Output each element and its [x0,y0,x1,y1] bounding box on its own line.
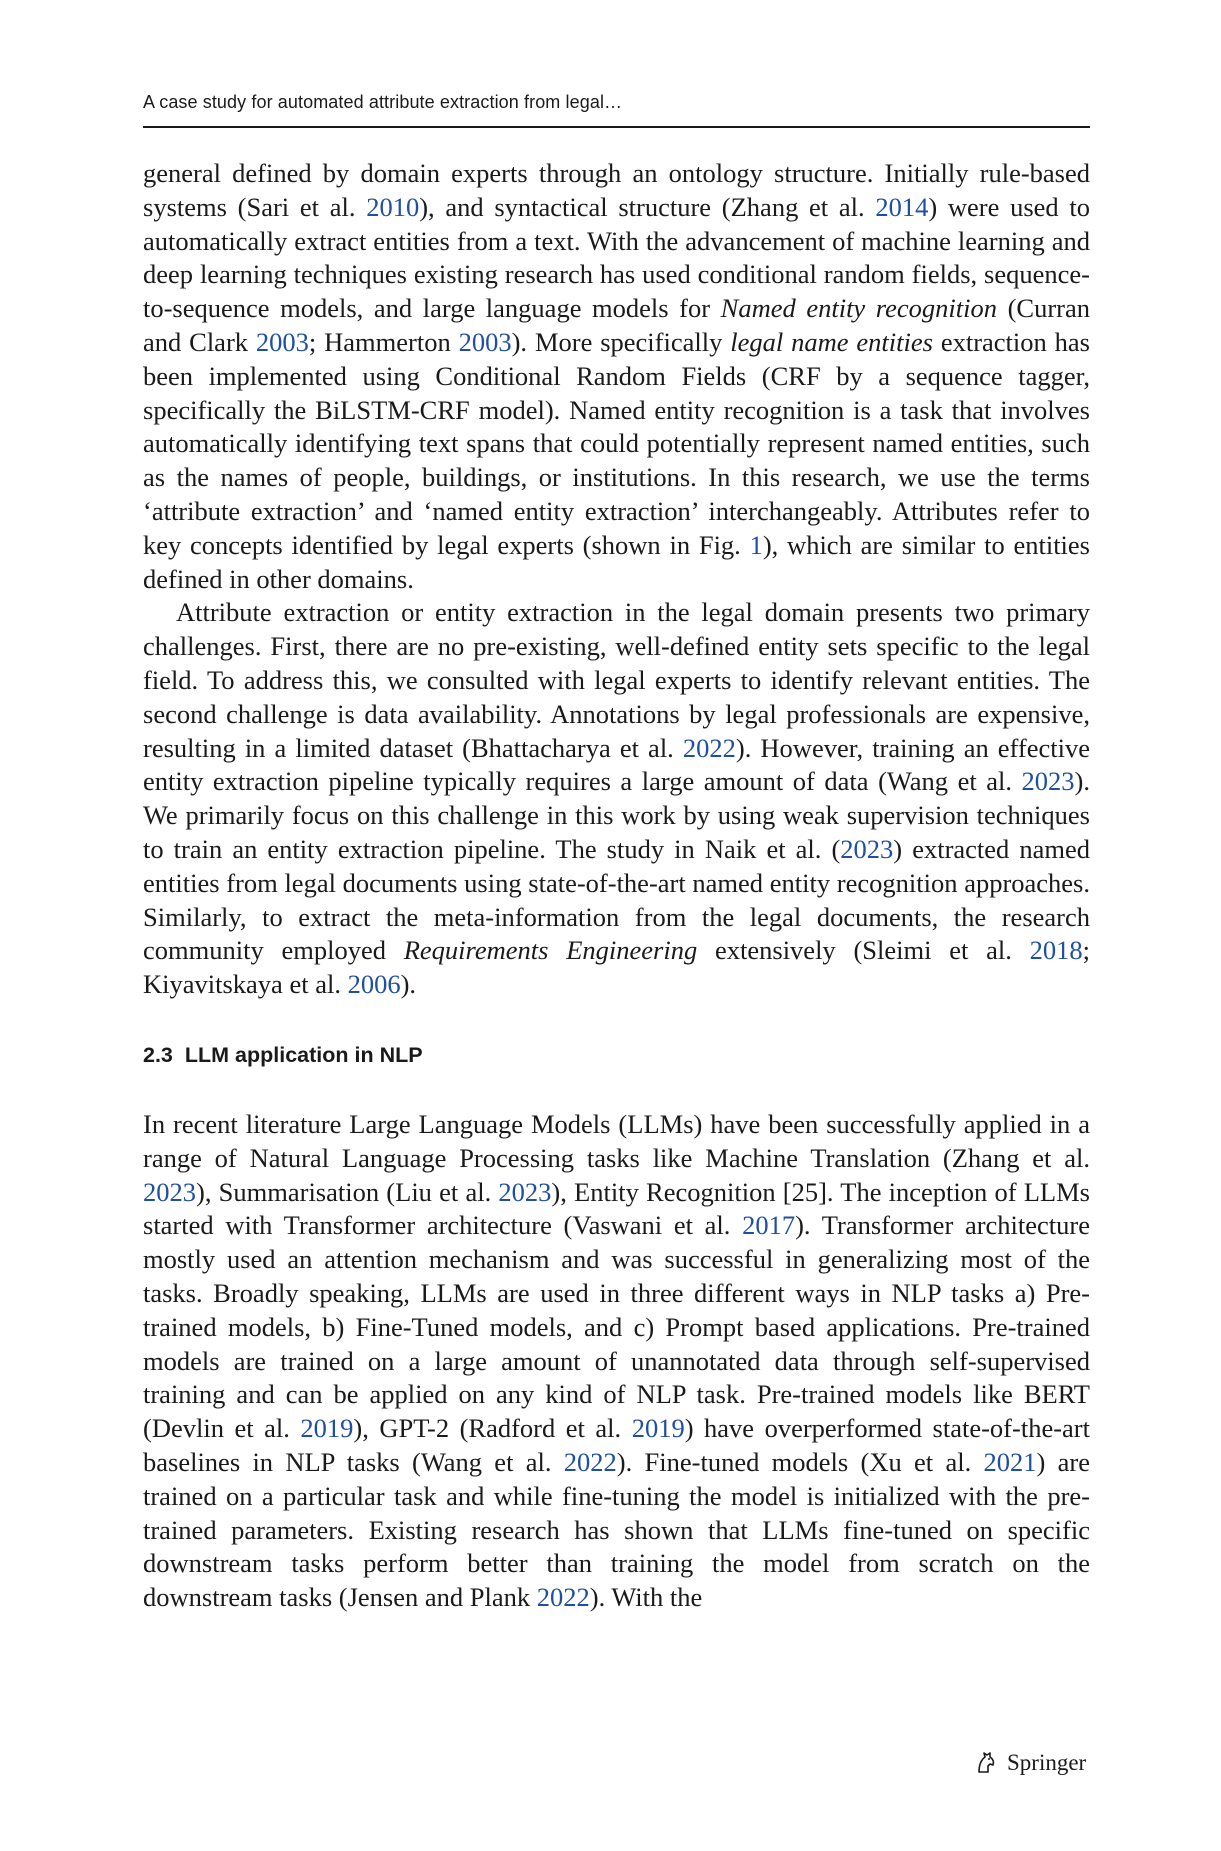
citation-link[interactable]: 2014 [875,191,929,222]
body-column-top [143,157,1090,1002]
publisher-footer [973,1750,1086,1776]
citation-link[interactable]: 2023 [1021,766,1075,797]
paragraph-legal-challenges: Attribute extraction or entity extraction in the legal domain presents two primary challenges. First, there are no pre-existing, well-defined entity sets specific to the legal field. To address this, we consulted with legal experts to identify relevant entities. The second challenge is data availability. Annotations by legal professionals are expensive, resulting in a limited dataset (Bhattacharya et al. 2022). However, training an effective entity extraction pipeline typically requires a large amount of data (Wang et al. 2023). We primarily focus on this challenge in this work by using weak supervision techniques to train an entity extraction pipeline. The study in Naik et al. (2023) extracted named entities from legal documents using state-of-the-art named entity recognition approaches. Similarly, to extract the meta-information from the legal documents, the research community employed Requirements Engineering extensively (Sleimi et al. 2018; Kiyavitskaya et al. 2006). [143,597,1090,1000]
citation-link[interactable]: 2006 [347,969,401,1000]
paragraph-llm-overview: In recent literature Large Language Models (LLMs) have been successfully applied in a range of Natural Language Processing tasks like Machine Translation (Zhang et al. 2023), Summarisation (Liu et al. 2023), Entity Recognition [25]. The inception of LLMs started with Transformer architecture (Vaswani et al. 2017). Transformer architecture mostly used an attention mechanism and was successful in generalizing most of the tasks. Broadly speaking, LLMs are used in three different ways in NLP tasks a) Pre-trained models, b) Fine-Tuned models, and c) Prompt based applications. Pre-trained models are trained on a large amount of unannotated data through self-supervised training and can be applied on any kind of NLP task. Pre-trained models like BERT (Devlin et al. 2019), GPT-2 (Radford et al. 2019) have overperformed state-of-the-art baselines in NLP tasks (Wang et al. 2022). Fine-tuned models (Xu et al. 2021) are trained on a particular task and while fine-tuning the model is initialized with the pre-trained parameters. Existing research has shown that LLMs fine-tuned on specific downstream tasks perform better than training the model from scratch on the downstream tasks (Jensen and Plank 2022). With the [143,1109,1090,1613]
section-heading [143,1043,423,1068]
paragraph-ner-background: general defined by domain experts through an ontology structure. Initially rule-based systems (Sari et al. 2010), and syntactical structure (Zhang et al. 2014) were used to automatically extract entities from a text. With the advancement of machine learning and deep learning techniques existing research has used conditional random fields, sequence-to-sequence models, and large language models for Named entity recognition (Curran and Clark 2003; Hammerton 2003). More specifically legal name entities extraction has been implemented using Conditional Random Fields (CRF by a sequence tagger, specifically the BiLSTM-CRF model). Named entity recognition is a task that involves automatically identifying text spans that could potentially represent named entities, such as the names of people, buildings, or institutions. In this research, we use the terms ‘attribute extraction’ and ‘named entity extraction’ interchangeably. Attributes refer to key concepts identified by legal experts (shown in Fig. 1), which are similar to entities defined in other domains. [143,158,1090,594]
running-head: A case study for automated attribute extraction from legal… [143,92,623,112]
header-rule [143,126,1090,128]
citation-link[interactable]: 2023 [143,1176,196,1207]
emphasis-term: Requirements Engineering [403,935,698,966]
citation-link[interactable]: 2019 [300,1413,354,1444]
citation-link[interactable]: 2017 [742,1210,796,1241]
section-title: LLM application in NLP [184,1043,423,1067]
emphasis-term: Named entity recognition [720,293,997,324]
springer-horse-icon [973,1750,999,1776]
citation-link[interactable]: 2023 [840,833,894,864]
citation-link[interactable]: 2021 [983,1446,1037,1477]
section-number: 2.3 [143,1043,173,1067]
citation-link[interactable]: 2022 [536,1582,590,1613]
citation-link[interactable]: 2010 [366,191,420,222]
emphasis-term: legal name entities [730,326,933,357]
citation-link[interactable]: 2022 [563,1446,617,1477]
publisher-name: Springer [1007,1750,1087,1775]
citation-link[interactable]: 2003 [458,326,512,357]
body-column-bottom [143,1108,1090,1615]
citation-link[interactable]: 2023 [498,1176,552,1207]
citation-link[interactable]: 2018 [1029,935,1083,966]
figure-reference-link[interactable]: 1 [749,529,763,560]
citation-link[interactable]: 2019 [631,1413,685,1444]
citation-link[interactable]: 2022 [682,732,736,763]
citation-link[interactable]: 2003 [255,326,309,357]
